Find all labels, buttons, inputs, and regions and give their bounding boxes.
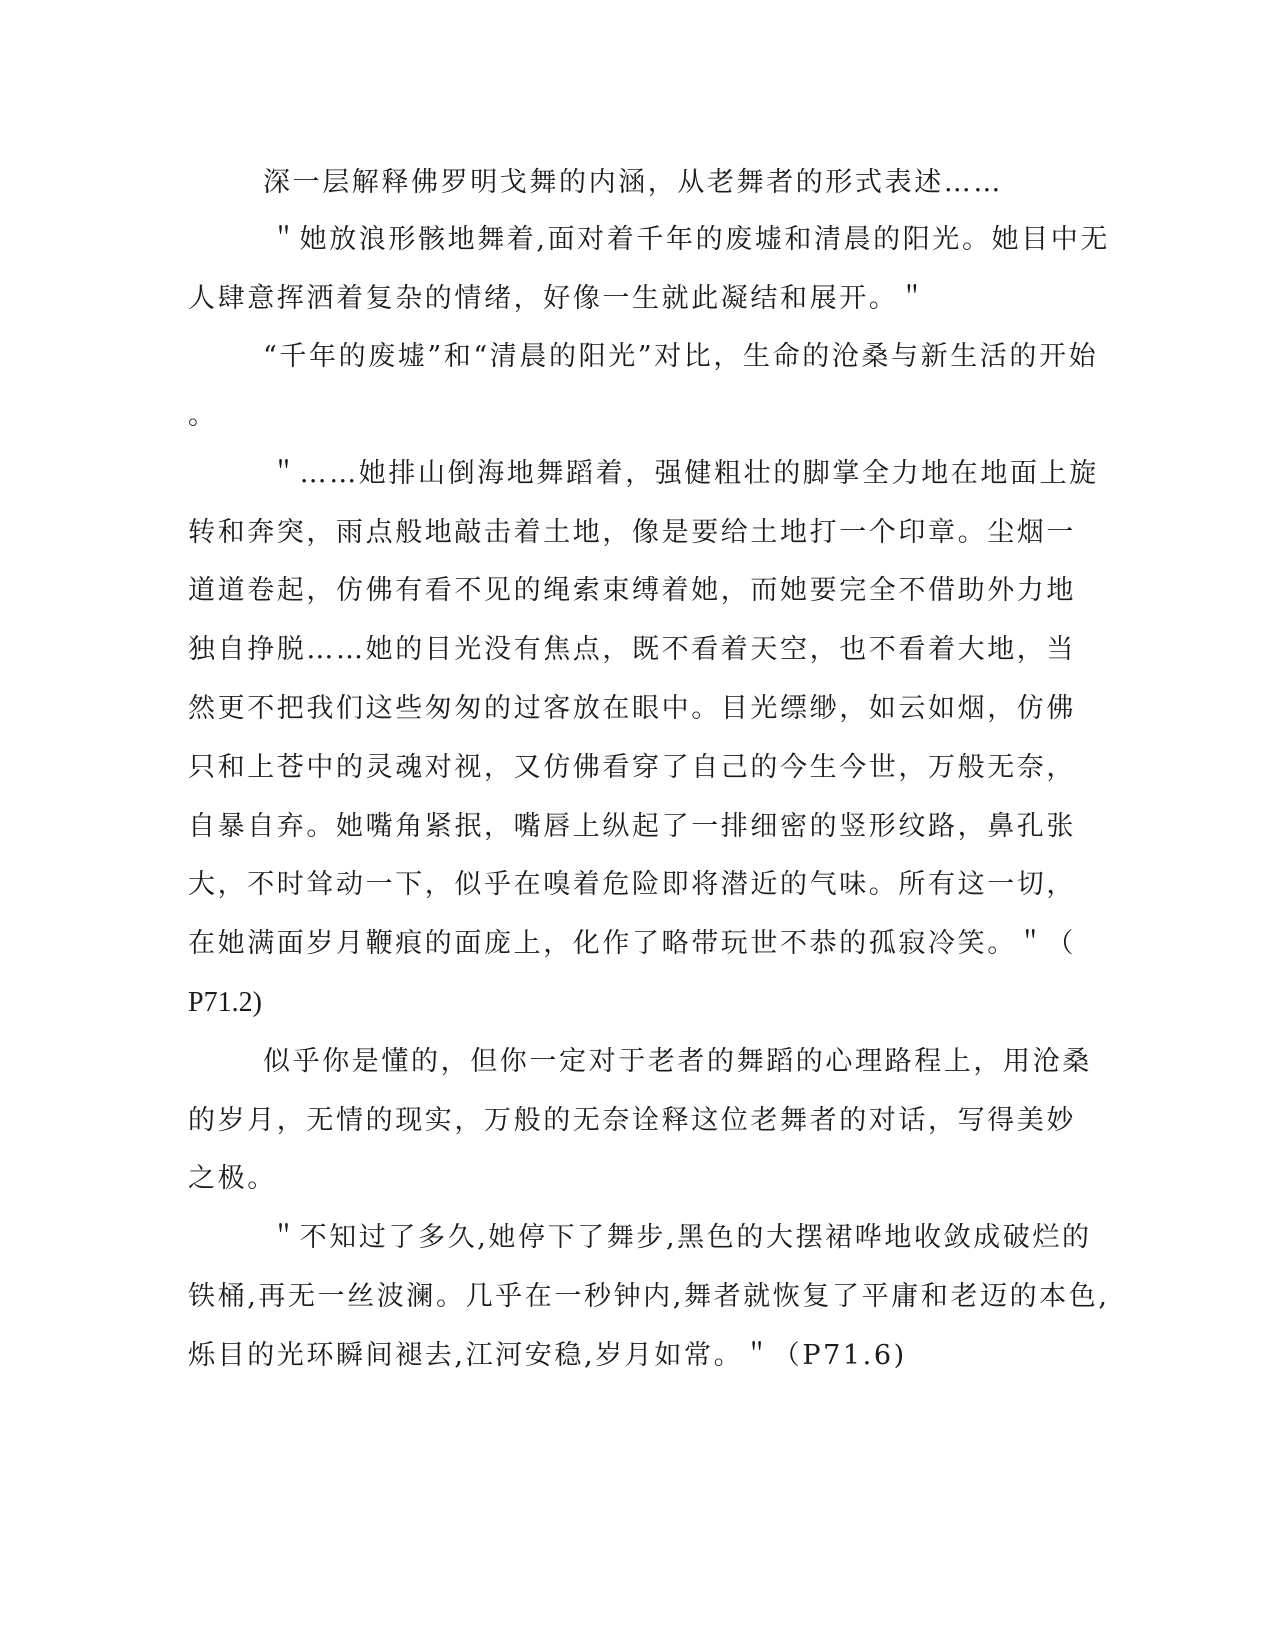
quote-2-line-4: 独自挣脱……她的目光没有焦点，既不看着天空，也不看着大地，当 (188, 634, 1076, 665)
paragraph-3-line-2: 的岁月，无情的现实，万般的无奈诠释这位老舞者的对话，写得美妙 (188, 1105, 1076, 1136)
quote-1-line-1: ＂她放浪形骸地舞着,面对着千年的废墟和清晨的阳光。她目中无 (270, 224, 1110, 255)
paragraph-3-line-3: 之极。 (188, 1163, 277, 1194)
quote-2-line-3: 道道卷起，仿佛有看不见的绳索束缚着她，而她要完全不借助外力地 (188, 575, 1076, 606)
quote-2-line-9: 在她满面岁月鞭痕的面庞上，化作了略带玩世不恭的孤寂冷笑。＂（ (188, 928, 1076, 959)
quote-3-line-3: 烁目的光环瞬间褪去,江河安稳,岁月如常。＂（P71.6) (188, 1340, 907, 1371)
quote-3-line-1: ＂不知过了多久,她停下了舞步,黑色的大摆裙哗地收敛成破烂的 (270, 1222, 1092, 1253)
paragraph-2-line-1: “千年的废墟”和“清晨的阳光”对比，生命的沧桑与新生活的开始 (263, 341, 1099, 372)
quote-2-line-7: 自暴自弃。她嘴角紧抿，嘴唇上纵起了一排细密的竖形纹路，鼻孔张 (188, 811, 1076, 842)
paragraph-3-line-1: 似乎你是懂的，但你一定对于老者的舞蹈的心理路程上，用沧桑 (263, 1046, 1092, 1077)
paragraph-2-line-2: 。 (188, 400, 218, 431)
quote-2-line-6: 只和上苍中的灵魂对视，又仿佛看穿了自己的今生今世，万般无奈， (188, 752, 1076, 783)
quote-2-citation: P71.2) (188, 987, 262, 1018)
paragraph-1-line-1: 深一层解释佛罗明戈舞的内涵，从老舞者的形式表述…… (263, 167, 1003, 198)
quote-2-line-8: 大，不时耸动一下，似乎在嗅着危险即将潜近的气味。所有这一切， (188, 869, 1076, 900)
quote-2-line-1: ＂……她排山倒海地舞蹈着，强健粗壮的脚掌全力地在地面上旋 (270, 458, 1099, 489)
quote-1-line-2: 人肆意挥洒着复杂的情绪，好像一生就此凝结和展开。＂ (188, 283, 928, 314)
quote-2-line-2: 转和奔突，雨点般地敲击着土地，像是要给土地打一个印章。尘烟一 (188, 517, 1076, 548)
quote-3-line-2: 铁桶,再无一丝波澜。几乎在一秒钟内,舞者就恢复了平庸和老迈的本色, (188, 1281, 1110, 1312)
quote-2-line-5: 然更不把我们这些匆匆的过客放在眼中。目光缥缈，如云如烟，仿佛 (188, 693, 1076, 724)
